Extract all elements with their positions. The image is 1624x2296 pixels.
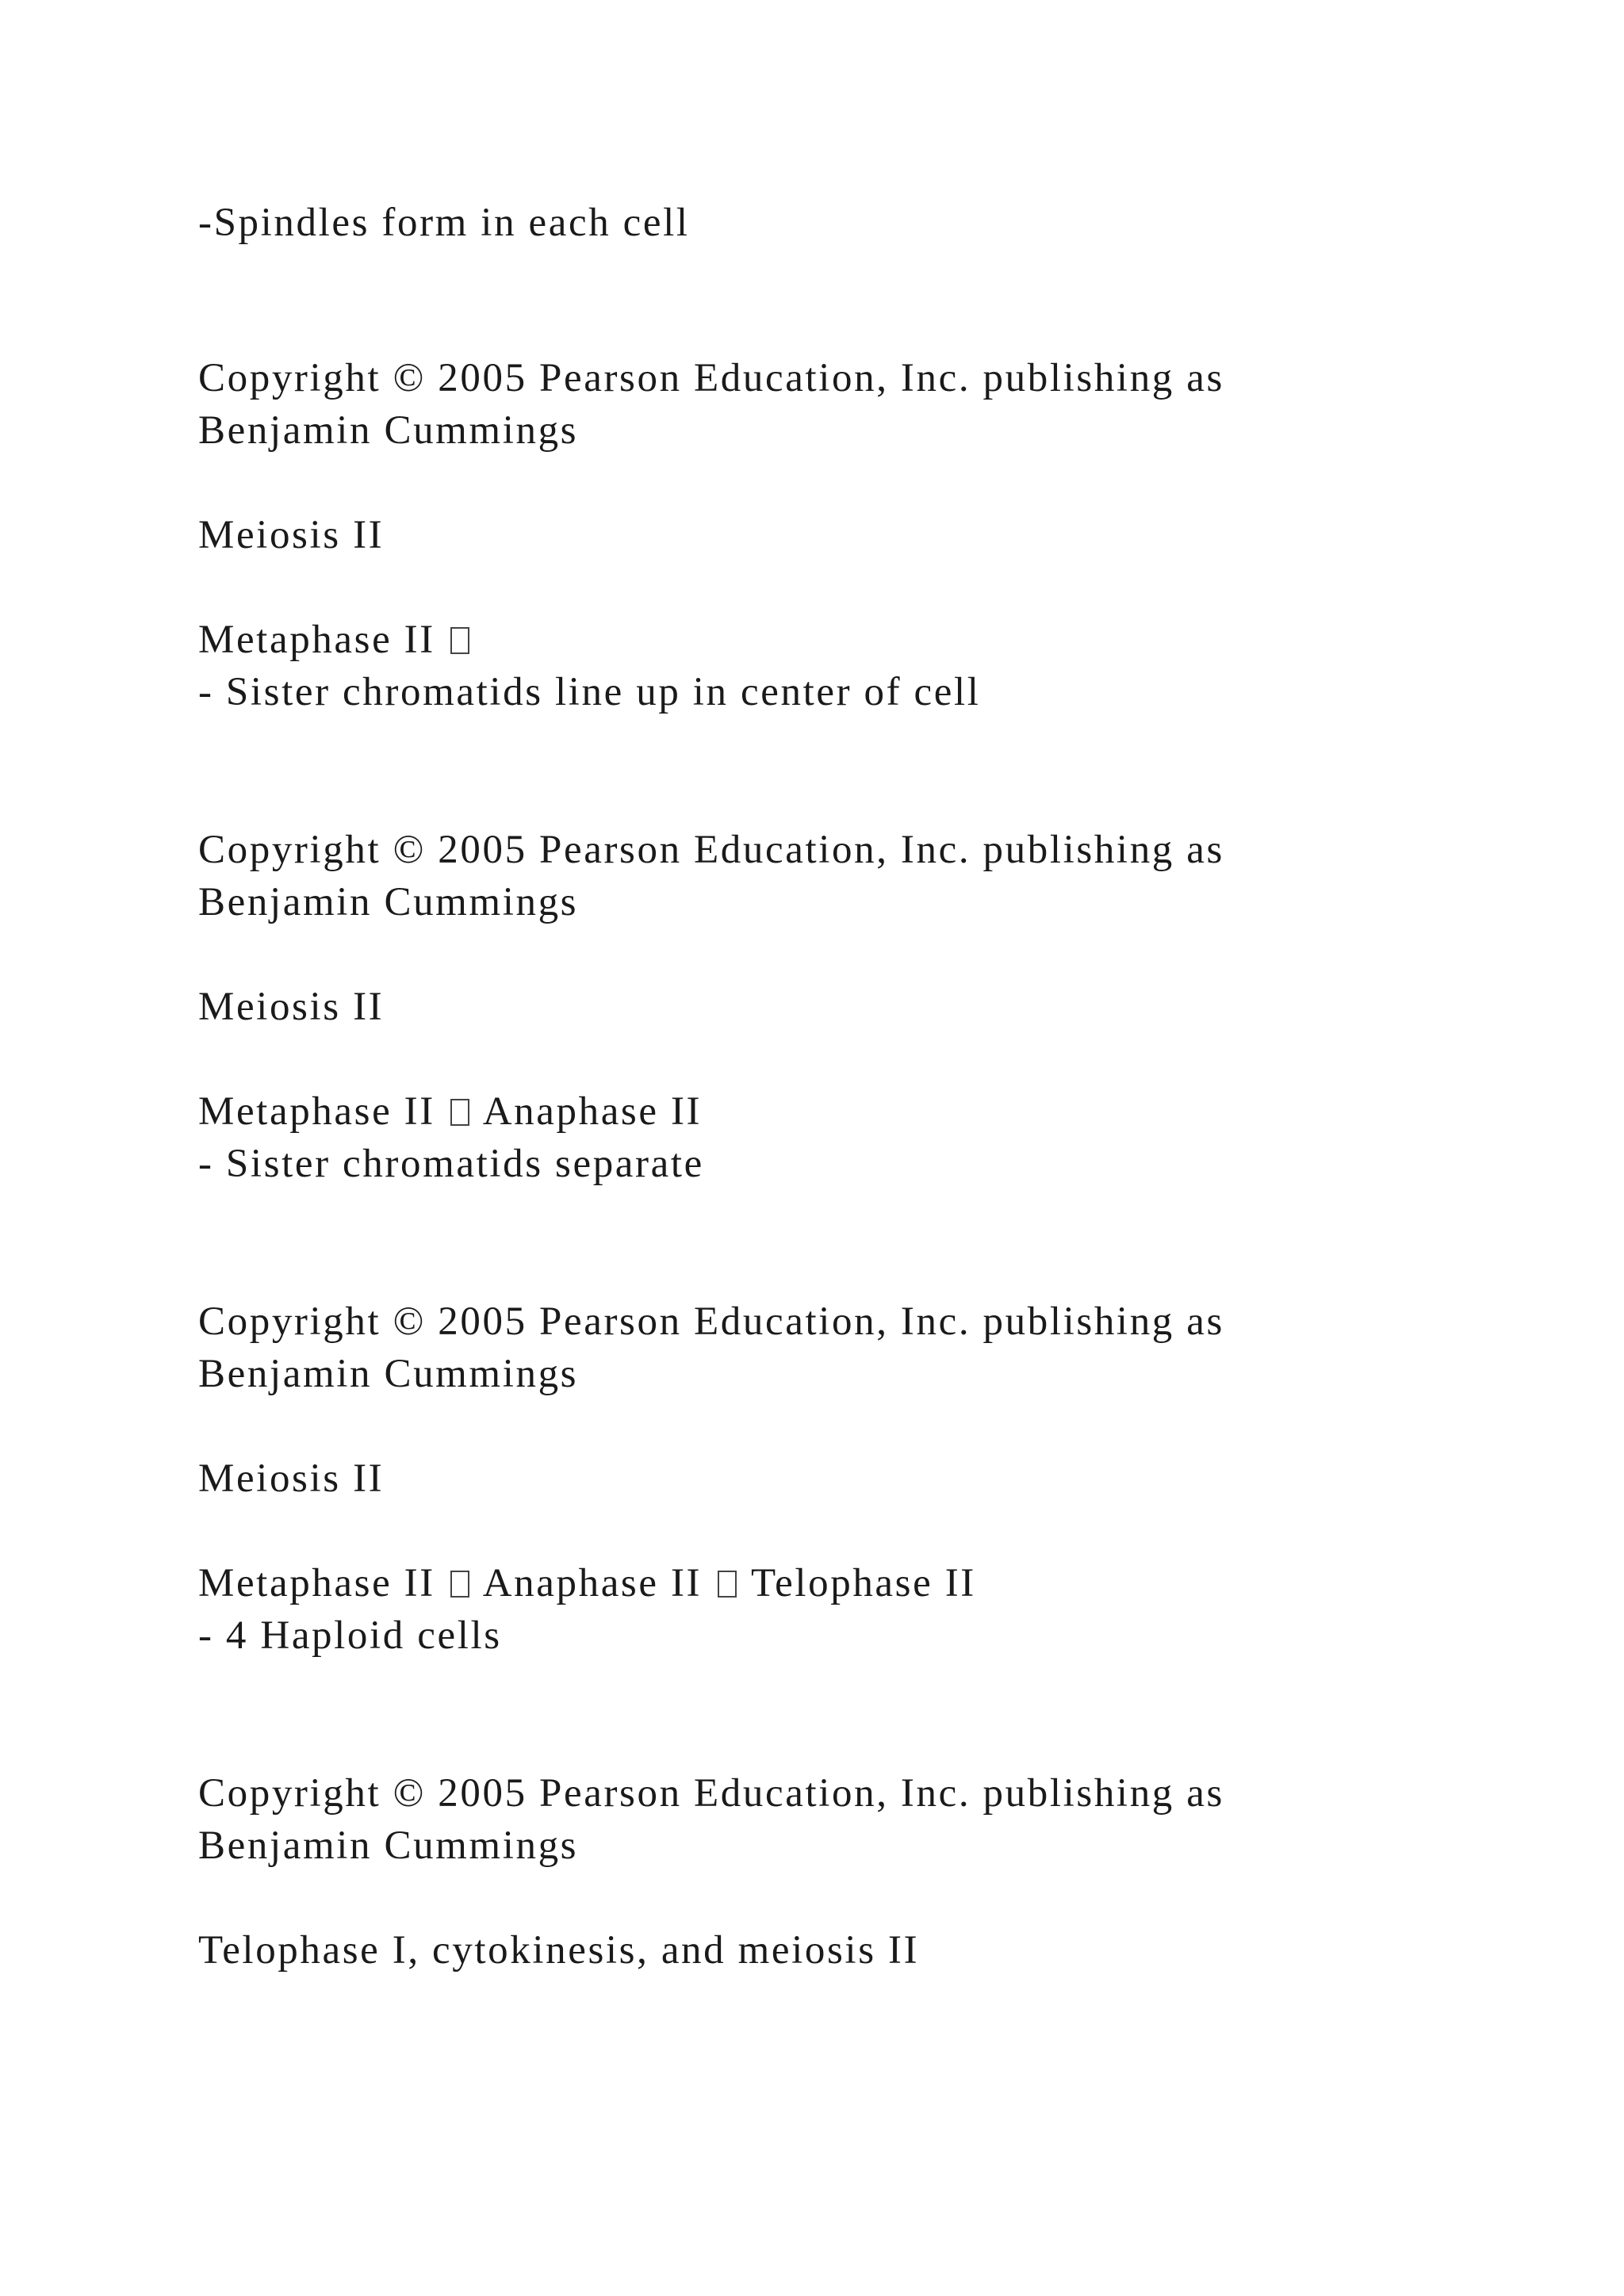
copyright-publisher: Benjamin Cummings: [198, 880, 579, 924]
phase-sequence: [198, 614, 473, 666]
bullet-spindles: -Spindles form in each cell: [198, 201, 690, 245]
arrow-icon: [450, 1099, 469, 1126]
section-heading: Meiosis II: [198, 985, 385, 1029]
bullet-separate: - Sister chromatids separate: [198, 1142, 704, 1186]
arrow-icon: [450, 627, 469, 654]
phase-sequence: [198, 1557, 976, 1609]
copyright-publisher: Benjamin Cummings: [198, 408, 579, 453]
copyright-line: Copyright © 2005 Pearson Education, Inc. publishing as: [198, 1299, 1224, 1344]
copyright-line: Copyright © 2005 Pearson Education, Inc. publishing as: [198, 828, 1224, 872]
copyright-publisher: Benjamin Cummings: [198, 1352, 579, 1396]
section-heading: Meiosis II: [198, 513, 385, 557]
phase-label: Metaphase II: [198, 1089, 435, 1134]
phase-label: Anaphase II: [482, 1561, 703, 1605]
slide-title: Telophase I, cytokinesis, and meiosis II: [198, 1928, 920, 1973]
arrow-icon: [718, 1571, 737, 1598]
copyright-publisher: Benjamin Cummings: [198, 1823, 579, 1868]
bullet-line-up: - Sister chromatids line up in center of cell: [198, 670, 981, 714]
bullet-haploid: - 4 Haploid cells: [198, 1613, 502, 1658]
section-heading: Meiosis II: [198, 1456, 385, 1501]
phase-label: Metaphase II: [198, 1561, 435, 1605]
copyright-line: Copyright © 2005 Pearson Education, Inc. publishing as: [198, 1771, 1224, 1816]
phase-sequence: [198, 1085, 702, 1138]
phase-label: Telophase II: [750, 1561, 976, 1605]
phase-label: Metaphase II: [198, 618, 435, 662]
phase-label: Anaphase II: [482, 1089, 703, 1134]
copyright-line: Copyright © 2005 Pearson Education, Inc. publishing as: [198, 356, 1224, 400]
arrow-icon: [450, 1571, 469, 1598]
